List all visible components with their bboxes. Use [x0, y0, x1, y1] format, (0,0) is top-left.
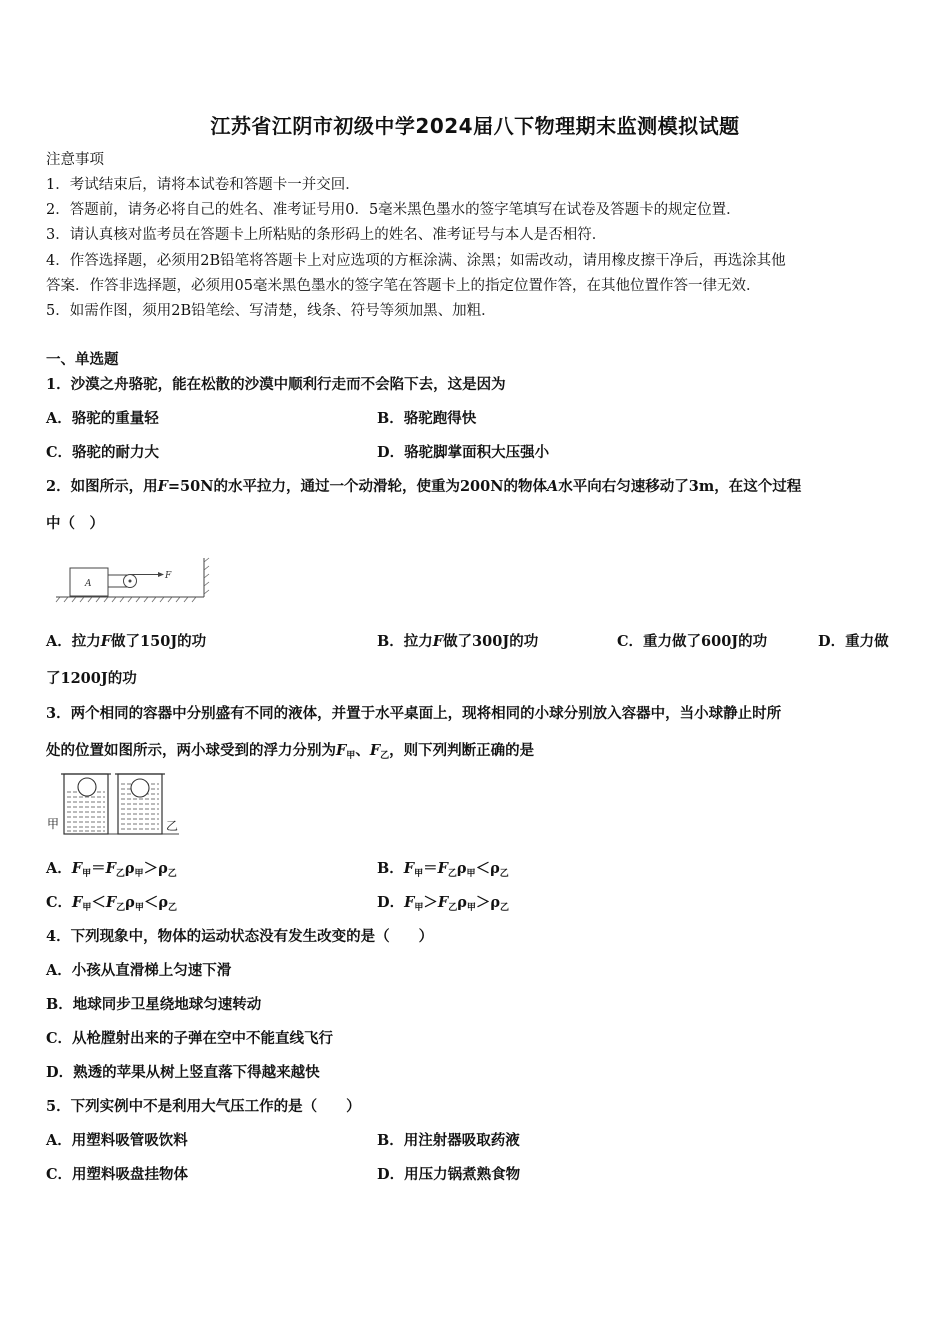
sub-jia: 甲 [134, 903, 144, 913]
opt-prefix: B． [377, 860, 404, 877]
sub-yi: 乙 [448, 903, 458, 913]
notice-item: 1．考试结束后，请将本试卷和答题卡一并交回． [46, 177, 360, 193]
sub-yi: 乙 [167, 869, 177, 879]
q2-option-b-post: 做了300J的功 [443, 633, 539, 650]
var-f: F [105, 860, 116, 877]
op-gt: ＞ [423, 894, 438, 911]
var-rho: ρ [490, 860, 500, 877]
sub-yi: 乙 [500, 903, 510, 913]
q3-option-c [46, 893, 177, 918]
var-f: F [437, 894, 449, 911]
q5-option-b: B．用注射器吸取药液 [377, 1132, 520, 1149]
q5-option-c: C．用塑料吸盘挂物体 [46, 1166, 189, 1183]
q3-option-a [46, 859, 177, 884]
notice-item: 5．如需作图，须用2B铅笔绘、写清楚，线条、符号等须加黑、加粗． [46, 303, 496, 319]
q2-var-f: F [157, 478, 168, 495]
var-f: F [403, 860, 415, 877]
sub-jia: 甲 [466, 869, 476, 879]
op-lt: ＜ [143, 894, 159, 911]
q2-option-b-pre: B．拉力 [377, 633, 433, 650]
opt-prefix: A． [46, 860, 72, 877]
var-rho: ρ [456, 860, 467, 877]
wall-hatch [204, 558, 209, 594]
notice-item: 3．请认真核对监考员在答题卡上所粘贴的条形码上的姓名、准考证号与本人是否相符． [46, 227, 607, 243]
q2-stem-part: =50N的水平拉力，通过一个动滑轮，使重为200N的物体 [167, 478, 547, 495]
q2-option-d: D．重力做 [818, 633, 889, 650]
op-gt: ＞ [143, 860, 159, 877]
question-5-stem: 5．下列实例中不是利用大气压工作的是（ ） [46, 1098, 361, 1115]
question-3-stem-cont [46, 741, 534, 766]
q1-option-d: D．骆驼脚掌面积大压强小 [377, 444, 550, 461]
q2-option-c: C．重力做了600J的功 [617, 633, 768, 650]
sub-jia: 甲 [414, 903, 424, 913]
var-f: F [404, 894, 415, 911]
op-lt: ＜ [475, 860, 491, 877]
op-lt: ＜ [91, 894, 106, 911]
op-eq: ＝ [423, 860, 438, 877]
page-title: 江苏省江阴市初级中学2024届八下物理期末监测模拟试题 [210, 114, 740, 138]
var-rho: ρ [490, 894, 501, 911]
var-rho: ρ [125, 894, 135, 911]
q1-option-c: C．骆驼的耐力大 [46, 444, 160, 461]
q2-option-b [377, 632, 538, 652]
section-heading: 一、单选题 [46, 351, 119, 368]
question-3-stem: 3．两个相同的容器中分别盛有不同的液体，并置于水平桌面上，现将相同的小球分别放入容器中，当小球静止时所 [46, 705, 782, 722]
notice-item: 4．作答选择题，必须用2B铅笔将答题卡上对应选项的方框涂满、涂黑；如需改动，请用橡皮擦干净后，再选涂其他 [46, 253, 786, 269]
pulley-figure [54, 556, 229, 612]
question-4-stem: 4．下列现象中，物体的运动状态没有发生改变的是（ ） [46, 928, 434, 945]
var-rho: ρ [124, 860, 135, 877]
question-2-stem [46, 477, 801, 497]
q1-option-b: B．骆驼跑得快 [377, 410, 477, 427]
q3-var-f: F [336, 742, 347, 759]
sub-yi: 乙 [115, 869, 125, 879]
q2-stem-part: 水平向右匀速移动了3m，在这个过程 [558, 478, 802, 495]
var-f: F [105, 894, 117, 911]
q3-stem-part: 处的位置如图所示，两小球受到的浮力分别为 [46, 742, 336, 759]
ball-right [131, 779, 149, 797]
label-yi: 乙 [166, 819, 179, 833]
q3-stem-part: ，则下列判断正确的是 [389, 742, 535, 759]
var-f: F [437, 860, 448, 877]
q4-option-d: D．熟透的苹果从树上竖直落下得越来越快 [46, 1064, 320, 1081]
sub-yi: 乙 [499, 869, 509, 879]
question-1-stem: 1．沙漠之舟骆驼，能在松散的沙漠中顺利行走而不会陷下去，这是因为 [46, 376, 506, 393]
ground-hatch [56, 597, 196, 602]
q3-option-b [377, 859, 509, 884]
q3-option-d [377, 893, 509, 918]
q1-option-a: A．骆驼的重量轻 [46, 410, 159, 427]
q2-option-a-pre: A．拉力 [46, 633, 101, 650]
var-rho: ρ [158, 860, 168, 877]
sub-yi: 乙 [168, 903, 178, 913]
q2-stem-part: 2．如图所示，用 [46, 478, 158, 495]
sub-yi: 乙 [447, 869, 457, 879]
q3-var-f: F [369, 742, 381, 759]
q3-sub-yi: 乙 [380, 751, 390, 761]
label-jia: 甲 [47, 817, 60, 831]
notice-item: 答案．作答非选择题，必须用05毫米黑色墨水的签字笔在答题卡上的指定位置作答，在其他位置作答一律无效． [46, 278, 761, 294]
op-gt: ＞ [475, 894, 491, 911]
pulley-axle [129, 580, 132, 583]
sub-jia: 甲 [134, 869, 144, 879]
question-2-stem-cont: 中（ ） [46, 515, 104, 532]
var-rho: ρ [457, 894, 467, 911]
q2-option-a [46, 632, 206, 652]
q2-var-a: A [547, 478, 559, 495]
q5-option-d: D．用压力锅煮熟食物 [377, 1166, 521, 1183]
q5-option-a: A．用塑料吸管吸饮料 [46, 1132, 188, 1149]
sub-jia: 甲 [82, 869, 92, 879]
notice-heading: 注意事项 [46, 152, 104, 168]
q2-option-d-cont: 了1200J的功 [46, 670, 137, 687]
opt-prefix: D． [377, 894, 405, 911]
containers-figure [44, 770, 184, 838]
q3-sub-jia: 甲 [346, 751, 356, 761]
force-label: F [165, 571, 172, 581]
op-eq: ＝ [91, 860, 106, 877]
q2-var-f: F [100, 633, 112, 650]
q2-var-f: F [432, 633, 444, 650]
q3-sep: 、 [355, 742, 370, 759]
force-arrowhead [158, 572, 164, 577]
q4-option-a: A．小孩从直滑梯上匀速下滑 [46, 962, 232, 979]
sub-jia: 甲 [82, 903, 92, 913]
var-f: F [71, 860, 83, 877]
sub-jia: 甲 [466, 903, 476, 913]
q2-option-a-post: 做了150J的功 [111, 633, 207, 650]
block-a-label: A [85, 579, 92, 589]
var-f: F [72, 894, 83, 911]
sub-jia: 甲 [414, 869, 424, 879]
q4-option-b: B．地球同步卫星绕地球匀速转动 [46, 996, 262, 1013]
opt-prefix: C． [46, 894, 73, 911]
var-rho: ρ [158, 894, 168, 911]
ball-left [78, 778, 96, 796]
q4-option-c: C．从枪膛射出来的子弹在空中不能直线飞行 [46, 1030, 334, 1047]
notice-item: 2．答题前，请务必将自己的姓名、准考证号用0．5毫米黑色墨水的签字笔填写在试卷及答题卡的规定位置． [46, 202, 741, 218]
sub-yi: 乙 [116, 903, 126, 913]
